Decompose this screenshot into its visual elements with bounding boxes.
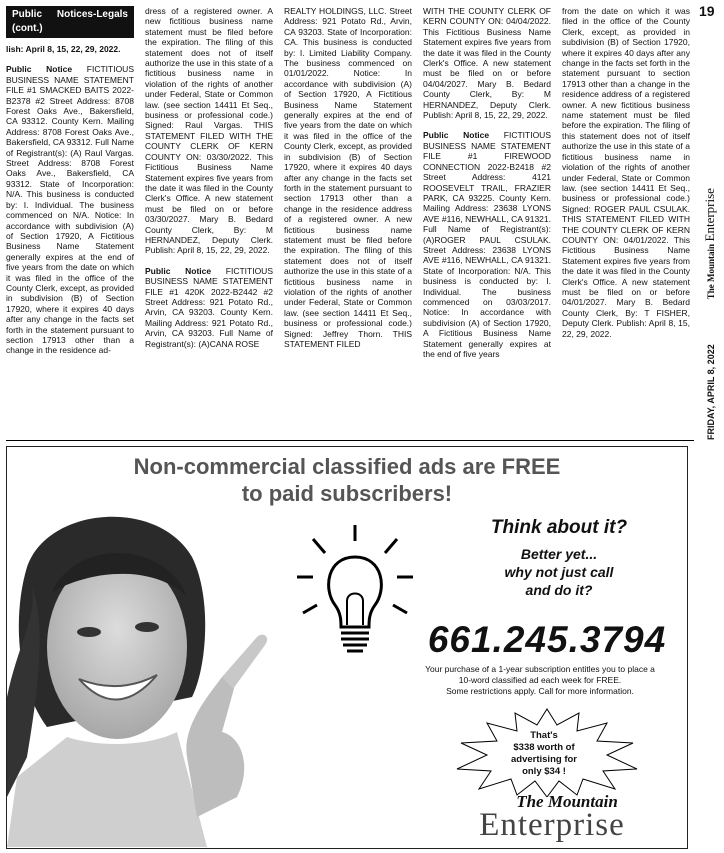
ad-purchase-text: [405, 664, 675, 697]
logo-small: The Mountain: [516, 792, 618, 811]
notice-text: FICTITIOUS BUSINESS NAME STATEMENT FILE #1 420K 2022-B2442 #2 Street Address: 921 Potato Rd., Arvin, CA 93203. County Kern. Mailing Address: 921 Potato Rd., Arvin, CA 93203. Full Name of Registrant(s): (A)CANA ROSE: [145, 265, 273, 349]
ad-better-yet: [459, 545, 659, 599]
notice-lead: Public Notice: [6, 64, 73, 75]
section-divider: [6, 440, 694, 441]
side-masthead-small: The Mountain: [706, 243, 716, 300]
ad-phone-number: 661.245.3794: [427, 619, 667, 660]
lightbulb-icon: [295, 517, 415, 667]
column-5: [562, 6, 690, 339]
notice-text: REALTY HOLDINGS, LLC. Street Address: 921 Potato Rd., Arvin, CA 93203. State of Incorporation: CA. This business is conducted by: I. Limited Liability Company. The business commenced on 01/01/2022. Notice: In accordance with subdivision (A) of Section 17920, A Fictitious Business Name Statement generally expires at the end of five years from the date on which it was filed in the office of the County Clerk, except, as provided in subdivision (B) of Section 17920, where it expires 40 days after any change in the facts set forth in the statement pursuant to section 17913 other than a change in the residence address of a registered owner. A new fictitious business name statement must be filed before the expiration. The filing of this statement does not of itself authorize the use in this state of a fictitious business name in violation of the rights of another under Federal, State or Common law. (see section 14411 Et Seq., business or professional code.) Signed: Jeffrey Thorn. THIS STATEMENT FILED: [284, 6, 412, 349]
section-header: Public Notices-Legals (cont.): [6, 6, 134, 38]
side-banner: [702, 188, 718, 440]
ad-headline-line-1: Non-commercial classified ads are FREE: [133, 454, 561, 479]
notice-text: lish: April 8, 15, 22, 29, 2022.: [6, 44, 121, 54]
public-notice-smacked-baits: [6, 64, 134, 355]
side-masthead-large: Enterprise: [702, 188, 717, 242]
classified-ad: [6, 446, 688, 849]
ad-think-text: Think about it?: [490, 517, 628, 538]
ad-purchase-line-1: Your purchase of a 1-year subscription entitles you to place a: [425, 664, 655, 674]
ad-headline-line-2: to paid subscribers!: [241, 481, 453, 506]
notice-text: FICTITIOUS BUSINESS NAME STATEMENT FILE #1 SMACKED BAITS 2022-B2378 #2 Street Address: 8708 Forest Oaks Ave., Bakersfield, CA 93312. County Kern. Mailing Address: 8708 Forest Oaks Ave., Bakersfield, CA 93312. Full Name of Registrant(s): (A) Raul Vargas. Street Address: 8708 Forest Oaks Ave., Bakersfield, CA 93312. State of Incorporation: N/A. This business is conducted by: I. Individual. The business commenced on N/A. Notice: In accordance with subdivision (A) of Section 17920, A Fictitious Business Name Statement generally expires at the end of five years from the date on which it was filed in the office of the County Clerk, except, as provided in subdivision (B) of Section 17920, where it expires 40 days after any change in the facts set forth in the statement pursuant to section 17913 other than a change in the residence ad-: [6, 64, 134, 356]
notice-text: WITH THE COUNTY CLERK OF KERN COUNTY ON: 04/04/2022. This Fictitious Business Name Statement expires five years from the date it was filed in the County Clerk's Office. A new statement must be filed on or before 04/04/2027. Mary B. Bedard County Clerk, By: M HERNANDEZ, Deputy Clerk. Publish: April 8, 15, 22, 29, 2022.: [423, 6, 551, 121]
notice-text: dress of a registered owner. A new fictitious business name statement must be filed before the expiration. The filing of this statement does not of itself authorize the use in this state of a fictitious business name in violation of the rights of another under Federal, State or Common law. (see section 14411 Et Seq., business or professional code.) Signed: Raul Vargas. THIS STATEMENT FILED WITH THE COUNTY CLERK OF KERN COUNTY ON: 03/30/2022. This Fictitious Business Name Statement expires five years from the date it was filed in the County Clerk's Office. A new statement must be filed on or before 03/30/2027. Mary B. Bedard County Clerk, By: M HERNANDEZ, Deputy Clerk. Publish: April 8, 15, 22, 29, 2022.: [145, 6, 273, 256]
ad-better-line-1: Better yet...: [520, 546, 598, 562]
side-date: FRIDAY, APRIL 8, 2022: [706, 344, 716, 440]
page-number: 19: [699, 3, 715, 19]
column-2: [145, 6, 273, 349]
notice-lead: Public Notice: [145, 265, 212, 276]
column-1: [6, 6, 134, 356]
ad-purchase-line-2: 10-word classified ad each week for FREE.: [458, 675, 622, 685]
notice-text: from the date on which it was filed in the office of the County Clerk, except, as provided in subdivision (B) of Section 17920, where it expires 40 days after any change in the facts set forth in the statement pursuant to section 17913 other than a change in the residence address of a registered owner. A new fictitious business name statement must be filed before the expiration. The filing of this statement does not of itself authorize the use in this state of a fictitious business name in violation of the rights of another under Federal, State or Common law. (see section 14411 Et Seq., business or professional code.) Signed: ROGER PAUL CSULAK. THIS STATEMENT FILED WITH THE COUNTY CLERK OF KERN COUNTY ON: 04/01/2022. This Fictitious Business Name Statement expires five years from the date it was filed in the County Clerk's Office. A new statement must be filed on or before 04/01/2027. Mary B. Bedard County Clerk, By: T FISHER, Deputy Clerk. Publish: April 8, 15, 22, 29, 2022.: [562, 6, 690, 339]
ad-better-line-3: and do it?: [525, 582, 593, 598]
notice-lead: Public Notice: [423, 130, 490, 141]
ad-better-line-2: why not just call: [504, 564, 614, 580]
ad-burst-text: [503, 730, 585, 778]
smiling-woman-image: [7, 497, 287, 847]
column-3: [284, 6, 412, 349]
ad-purchase-line-3: Some restrictions apply. Call for more information.: [446, 686, 634, 696]
logo-large: Enterprise: [479, 807, 625, 843]
column-4: [423, 6, 551, 359]
public-notice-420k: [145, 266, 273, 349]
notice-text: FICTITIOUS BUSINESS NAME STATEMENT FILE #1 FIREWOOD CONNECTION 2022-B2418 #2 Street Address: 4121 ROOSEVELT TRAIL, FRAZIER PARK, CA 93225. County Kern. Mailing Address: 23638 LYONS AVE #116, NEWHALL, CA 91321. Full Name of Registrant(s): (A)ROGER PAUL CSULAK. Street Address: 23638 LYONS AVE #116, NEWHALL, CA 91321. State of Incorporation: N/A. This business is conducted by: I. Individual. The business commenced on 03/03/2017. Notice: In accordance with subdivision (A) of Section 17920, A Fictitious Business Name Statement generally expires at the end of five years: [423, 130, 551, 359]
ad-burst-line-3: advertising for: [511, 754, 577, 765]
ad-burst-line-4: only $34 !: [522, 766, 566, 777]
public-notice-firewood: [423, 130, 551, 359]
ad-burst-line-1: That's: [530, 730, 558, 741]
ad-burst-line-2: $338 worth of: [513, 742, 575, 753]
